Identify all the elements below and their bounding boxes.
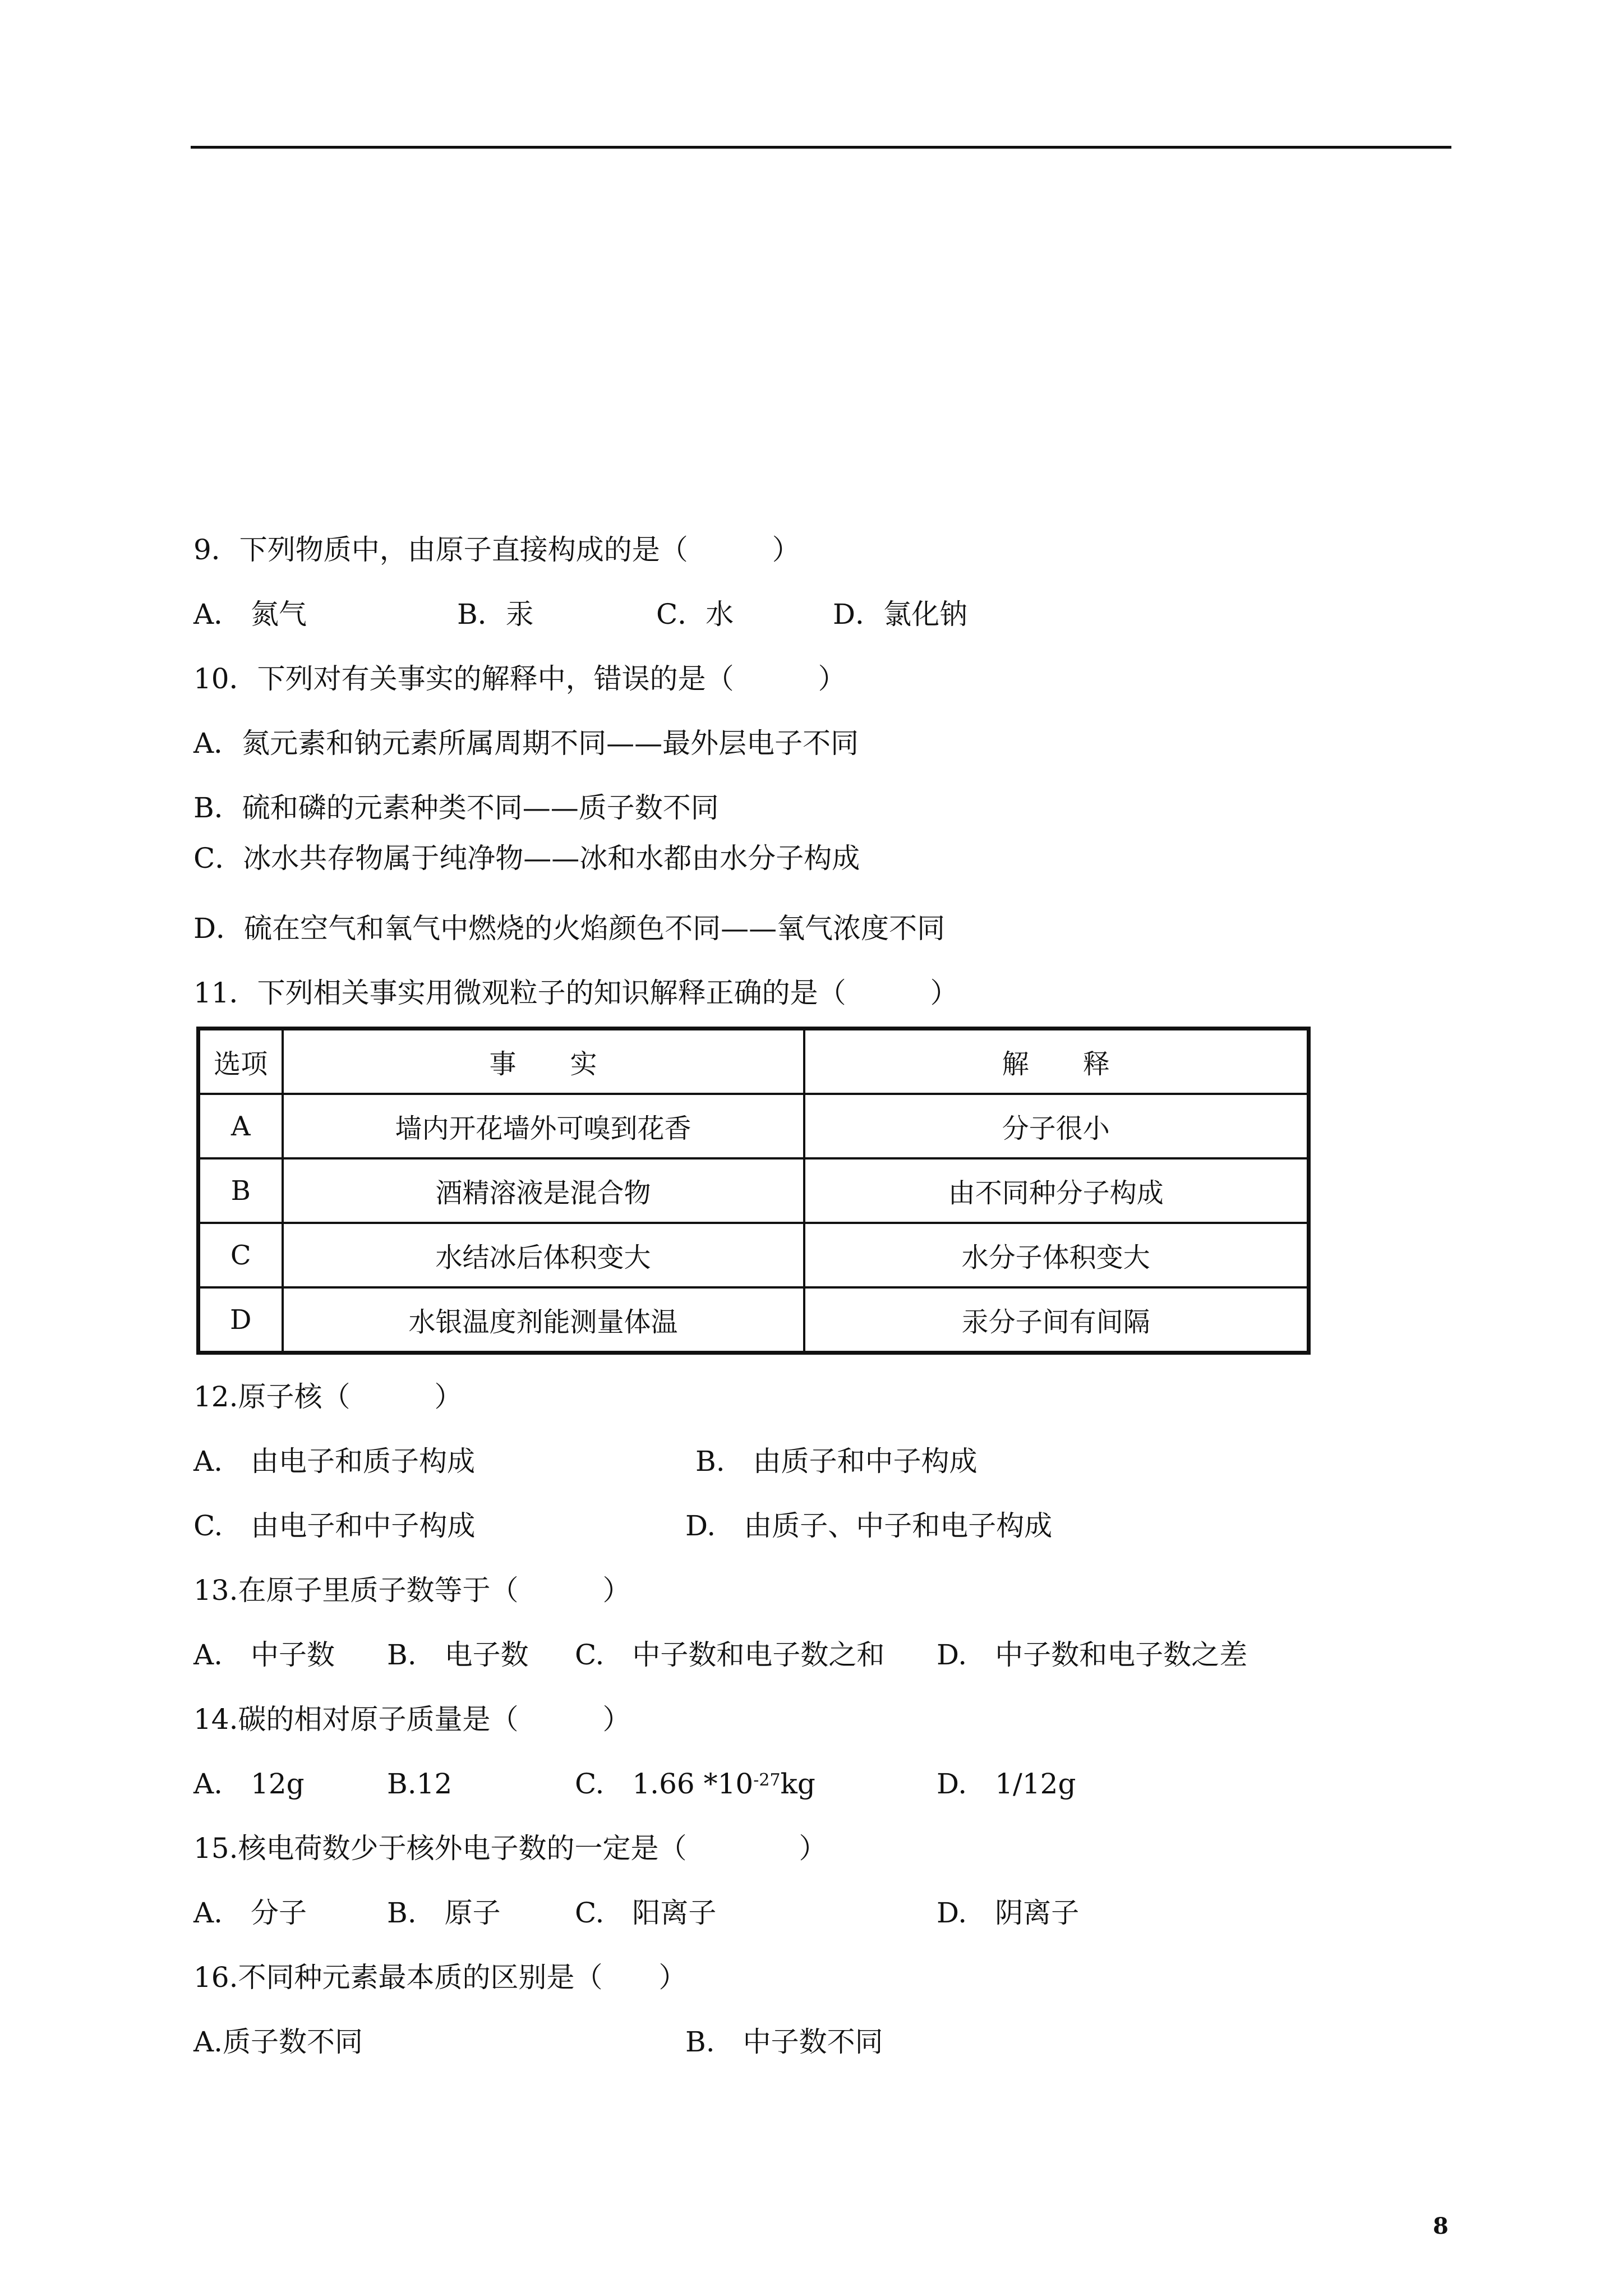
table-header-option: 选项	[199, 1029, 283, 1094]
question-15-option-b: B. 原子	[387, 1897, 501, 1929]
question-10-stem: 10．下列对有关事实的解释中，错误的是（ ）	[193, 662, 846, 695]
question-14-option-c-base: C. 1.66 *10	[575, 1768, 754, 1800]
question-15-option-d: D. 阴离子	[937, 1897, 1080, 1929]
table-header-fact: 事 实	[283, 1029, 804, 1094]
table-cell-explanation: 汞分子间有间隔	[804, 1287, 1309, 1353]
question-13-option-d: D. 中子数和电子数之差	[937, 1639, 1248, 1671]
question-13-option-a: A. 中子数	[193, 1639, 335, 1671]
question-15-option-c: C. 阳离子	[575, 1897, 717, 1929]
table-row	[199, 1158, 1309, 1223]
question-15-option-a: A. 分子	[193, 1897, 307, 1929]
table-cell-fact: 墙内开花墙外可嗅到花香	[283, 1094, 804, 1158]
table-cell-fact: 水银温度剂能测量体温	[283, 1287, 804, 1353]
question-16-option-b: B. 中子数不同	[685, 2026, 883, 2058]
table-row	[199, 1223, 1309, 1287]
table-cell-explanation: 由不同种分子构成	[804, 1158, 1309, 1223]
question-9-option-d: D．氯化钠	[833, 598, 968, 631]
question-13-stem: 13.在原子里质子数等于（ ）	[193, 1574, 631, 1607]
table-header-row	[199, 1029, 1309, 1094]
question-10-option-a: A．氮元素和钠元素所属周期不同——最外层电子不同	[193, 727, 859, 760]
table-cell-option: C	[199, 1223, 283, 1287]
question-10-option-d: D．硫在空气和氧气中燃烧的火焰颜色不同——氧气浓度不同	[193, 912, 946, 945]
question-16-option-a: A.质子数不同	[193, 2026, 363, 2058]
question-13-option-b: B. 电子数	[387, 1639, 529, 1671]
question-11-stem: 11．下列相关事实用微观粒子的知识解释正确的是（ ）	[193, 977, 958, 1009]
question-14-stem: 14.碳的相对原子质量是（ ）	[193, 1703, 631, 1736]
table-cell-fact: 水结冰后体积变大	[283, 1223, 804, 1287]
question-10-option-b: B．硫和磷的元素种类不同——质子数不同	[193, 792, 719, 824]
question-10-option-c: C．冰水共存物属于纯净物——冰和水都由水分子构成	[193, 842, 860, 875]
table-cell-option: D	[199, 1287, 283, 1353]
header-rule	[191, 146, 1451, 149]
question-12-option-a: A. 由电子和质子构成	[193, 1445, 476, 1478]
question-14-option-b: B.12	[387, 1768, 453, 1800]
question-14-option-a: A. 12g	[193, 1768, 305, 1800]
question-12-option-d: D. 由质子、中子和电子构成	[685, 1510, 1053, 1542]
table-row	[199, 1287, 1309, 1353]
question-15-stem: 15.核电荷数少于核外电子数的一定是（ ）	[193, 1832, 827, 1865]
facts-table	[196, 1027, 1311, 1355]
table-cell-option: A	[199, 1094, 283, 1158]
question-12-stem: 12.原子核（ ）	[193, 1381, 463, 1413]
question-9-stem: 9．下列物质中，由原子直接构成的是（ ）	[193, 533, 800, 566]
table-cell-option: B	[199, 1158, 283, 1223]
question-9-option-a: A． 氮气	[193, 598, 307, 631]
question-13-option-c: C. 中子数和电子数之和	[575, 1639, 885, 1671]
question-16-stem: 16.不同种元素最本质的区别是（ ）	[193, 1961, 687, 1994]
question-14-option-c-unit: kg	[780, 1768, 815, 1800]
question-14-option-d: D. 1/12g	[937, 1768, 1076, 1800]
question-14-option-c	[575, 1767, 815, 1801]
question-14-option-c-exponent: -27	[753, 1770, 781, 1790]
question-12-option-c: C. 由电子和中子构成	[193, 1510, 476, 1542]
table-cell-explanation: 分子很小	[804, 1094, 1309, 1158]
table-header-explanation: 解 释	[804, 1029, 1309, 1094]
page-number: 8	[1433, 2213, 1449, 2239]
question-9-option-b: B．汞	[457, 598, 534, 631]
table-cell-fact: 酒精溶液是混合物	[283, 1158, 804, 1223]
table-row	[199, 1094, 1309, 1158]
question-9-option-c: C．水	[656, 598, 734, 631]
question-12-option-b: B. 由质子和中子构成	[695, 1445, 978, 1478]
table-cell-explanation: 水分子体积变大	[804, 1223, 1309, 1287]
